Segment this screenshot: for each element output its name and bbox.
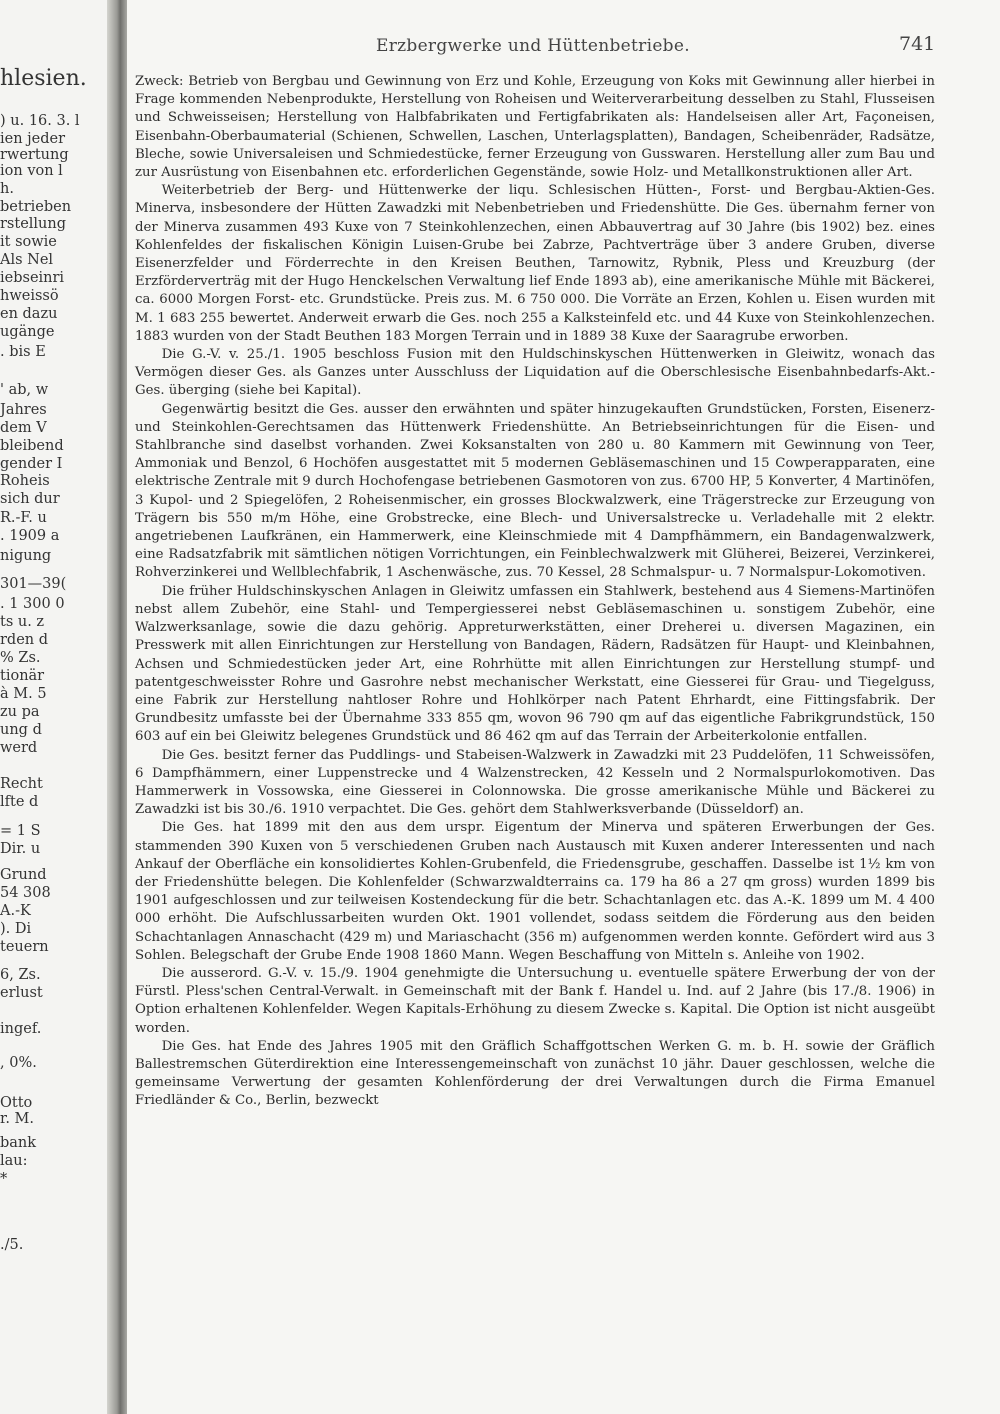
left-page-line: bleibend <box>0 438 64 454</box>
left-page-line: teuern <box>0 939 49 955</box>
paragraph-zweck: Zweck: Betrieb von Bergbau und Gewinnung von Erz und Kohle, Erzeugung von Koks mit Gewinnung aller hierbei in Frage kommenden Nebenprodukte, Herstellung von Roheisen und Weiterverarbeitung desselben zu Stahl, Flusseisen und Schweisseisen; Herstellung von Halbfabrikaten und Fertigfabrikaten als: Handelseisen aller Art, Façoneisen, Eisenbahn-Oberbaumaterial (Schienen, Schwellen, Laschen, Unterlagsplatten), Bandagen, Scheibenräder, Radsätze, Bleche, sowie Universaleisen und Schmiedestücke, ferner Erzeugung von Gusswaren. Herstellung aller zum Bau und zur Ausrüstung von Eisenbahnen etc. erforderlichen Gegenstände, sowie Holz- und Metallkonstruktionen aller Art. <box>135 74 935 181</box>
left-page-line: Recht <box>0 776 43 792</box>
left-page-line: Otto <box>0 1095 33 1111</box>
left-page-line: ' ab, w <box>0 382 49 398</box>
paragraph-option: Die ausserord. G.-V. v. 15./9. 1904 genehmigte die Untersuchung u. eventuelle spätere Erwerbung der von der Fürstl. Pless'schen Central-Verwalt. in Gemeinschaft mit der Bank f. Handel u. Ind. auf 2 Jahre (bis 17./8. 1906) in Option erhaltenen Kohlenfelder. Wegen Kapitals-Erhöhung zu diesem Zwecke s. Kapital. Die Option ist nicht ausgeübt worden. <box>135 965 935 1036</box>
left-page-line: Grund <box>0 867 47 883</box>
left-page-line: A.-K <box>0 903 31 919</box>
left-page-line: ien jeder <box>0 131 66 147</box>
left-page-line: 301—39( <box>0 576 67 592</box>
left-page-line: % Zs. <box>0 650 41 666</box>
left-page-line: ung d <box>0 722 42 738</box>
left-page-line: . bis E <box>0 344 46 360</box>
left-page-line: zu pa <box>0 704 40 720</box>
left-page-line: Roheis <box>0 473 50 489</box>
left-page-line: R.-F. u <box>0 510 47 526</box>
left-page-line: tionär <box>0 668 45 684</box>
left-page-line: en dazu <box>0 306 58 322</box>
paragraph-zawadzki: Die Ges. besitzt ferner das Puddlings- und Stabeisen-Walzwerk in Zawadzki mit 23 Puddelöfen, 11 Schweissöfen, 6 Dampfhämmern, einer Luppenstrecke und 4 Walzenstrecken, 42 Kesseln und 2 Normalspurlokomotiven. Das Hammerwerk in Vossowska, eine Giesserei in Colonnowska. Die grosse amerikanische Mühle und Bäckerei zu Zawadzki ist bis 30./6. 1910 verpachtet. Die Ges. gehört dem Stahlwerksverbande (Düsseldorf) an. <box>135 747 935 818</box>
left-page-fragment <box>0 0 119 1414</box>
running-head: Erzbergwerke und Hüttenbetriebe. <box>376 36 690 56</box>
left-page-line: sich dur <box>0 491 60 507</box>
left-page-line: ion von l <box>0 163 63 179</box>
left-page-line: hweissö <box>0 288 59 304</box>
paragraph-friedenshuette: Gegenwärtig besitzt die Ges. ausser den erwähnten und später hinzugekauften Grundstücken, Forsten, Eisenerz- und Steinkohlen-Gerechtsamen das Hüttenwerk Friedenshütte. An Betriebseinrichtungen für die Eisen- und Stahlbranche sind daselbst vorhanden. Zwei Koksanstalten von 280 u. 80 Kammern mit Gewinnung von Teer, Ammoniak und Benzol, 6 Hochöfen ausgestattet mit 5 modernen Gebläsemaschinen und 15 Cowperapparaten, eine elektrische Zentrale mit 9 durch Hochofengase betriebenen Gasmotoren von zus. 6700 HP, 5 Konverter, 4 Martinöfen, 3 Kupol- und 2 Spiegelöfen, 2 Roheisenmischer, ein grosses Blockwalzwerk, eine Trägerstrecke zur Erzeugung von Trägern bis 550 m/m Höhe, eine Grobstrecke, eine Blech- und Universalstrecke u. Verladehalle mit 2 elektr. angetriebenen Laufkränen, ein Hammerwerk, eine Kleinschmiede mit 4 Dampfhämmern, ein Bandagenwalzwerk, eine Radsatzfabrik mit sämtlichen nötigen Vorrichtungen, ein Feinblechwalzwerk mit Glüherei, Beizerei, Verzinkerei, Rohverzinkerei und Wellblechfabrik, 1 Aschenwäsche, zus. 70 Kessel, 28 Schmalspur- u. 7 Normalspur-Lokomotiven. <box>135 401 935 581</box>
left-page-line: betrieben <box>0 199 72 215</box>
left-page-line: it sowie <box>0 234 57 250</box>
left-page-line: nigung <box>0 548 52 564</box>
body-text <box>135 73 935 1111</box>
paragraph-weiterbetrieb: Weiterbetrieb der Berg- und Hüttenwerke der liqu. Schlesischen Hütten-, Forst- und Bergbau-Aktien-Ges. Minerva, insbesondere der Hütten Zawadzki mit Nebenbetrieben und Friedenshütte. Die Ges. übernahm ferner von der Minerva zusammen 493 Kuxe von 7 Steinkohlenzechen, einen Abbauvertrag auf 30 Jahre (bis 1902) bez. eines Kohlenfeldes der fiskalischen Königin Luisen-Grube bei Zabrze, Pachtverträge über 3 andere Gruben, diverse Eisenerzfelder und Förderrechte in den Kreisen Beuthen, Tarnowitz, Rybnik, Pless und Kreuzburg (der Erzförderverträg mit der Hugo Henckelschen Verwaltung lief Ende 1893 ab), eine amerikanische Mühle mit Bäckerei, ca. 6000 Morgen Forst- etc. Grundstücke. Preis zus. M. 6 750 000. Die Vorräte an Erzen, Kohlen u. Eisen wurden mit M. 1 683 255 bewertet. Anderweit erwarb die Ges. noch 255 a Kalksteinfeld etc. und 44 Kuxe von Steinkohlenzechen. 1883 wurden von der Stadt Beuthen 183 Morgen Terrain und in 1889 38 Kuxe der Saaragrube erworben. <box>135 183 935 344</box>
left-page-line: ). Di <box>0 921 32 937</box>
left-page-line: ingef. <box>0 1021 42 1037</box>
left-page-line: erlust <box>0 985 43 1001</box>
left-page-line: ./5. <box>0 1237 24 1253</box>
left-page-line: . 1909 a <box>0 528 60 544</box>
left-page-line: = 1 S <box>0 823 41 839</box>
right-page <box>127 0 1000 1414</box>
left-page-line: 6, Zs. <box>0 967 41 983</box>
left-page-line: 54 308 <box>0 885 51 901</box>
left-page-line: Jahres <box>0 402 47 418</box>
left-page-line: lau: <box>0 1153 28 1169</box>
left-page-line: ts u. z <box>0 614 45 630</box>
left-page-line: , 0%. <box>0 1055 37 1071</box>
paragraph-interessengemeinschaft: Die Ges. hat Ende des Jahres 1905 mit den Gräflich Schaffgottschen Werken G. m. b. H. sowie der Gräflich Ballestremschen Güterdirektion eine Interessengemeinschaft von zunächst 10 jähr. Dauer geschlossen, welche die gemeinsame Verwertung der gesamten Kohlenförderung der drei Verwaltungen durch die Firma Emanuel Friedländer & Co., Berlin, bezweckt <box>135 1038 935 1109</box>
left-page-line: ugänge <box>0 324 55 340</box>
paragraph-gleiwitz: Die früher Huldschinskyschen Anlagen in Gleiwitz umfassen ein Stahlwerk, bestehend aus 4 Siemens-Martinöfen nebst allem Zubehör, eine Stahl- und Tempergiesserei nebst Gebläsemaschinen u. sonstigem Zubehör, eine Walzwerksanlage, sowie die dazu gehörig. Appreturwerkstätten, einer Dreherei u. diversen Magazinen, ein Presswerk mit allen Einrichtungen zur Herstellung von Bandagen, Rädern, Radsätzen für Haupt- und Kleinbahnen, Achsen und Schmiedestücken jeder Art, eine Rohrhütte mit allen Einrichtungen zur Herstellung stumpf- und patentgeschweisster Rohre und Gasrohre nebst mechanischer Werkstatt, eine Giesserei für Grau- und Tiegelguss, eine Fabrik zur Herstellung nahtloser Rohre und Hohlkörper nach Patent Ehrhardt, eine Fittingsfabrik. Der Grundbesitz umfasste bei der Übernahme 333 855 qm, wovon 96 790 qm auf das eigentliche Fabrikgrundstück, 150 603 auf ein bei Gleiwitz belegenes Grundstück und 86 462 qm auf das Terrain der Arbeiterkolonie entfallen. <box>135 583 935 745</box>
paragraph-friedensgrube: Die Ges. hat 1899 mit den aus dem urspr. Eigentum der Minerva und späteren Erwerbungen der Ges. stammenden 390 Kuxen von 5 verschiedenen Gruben nach Austausch mit Kuxen anderer Interessenten und nach Ankauf der Oberfläche ein konsolidiertes Kohlen-Grubenfeld, die Friedensgrube, geschaffen. Dasselbe ist 1½ km von der Friedenshütte belegen. Die Kohlenfelder (Schwarzwaldterrains ca. 179 ha 86 a 27 qm gross) wurden 1899 bis 1901 aufgeschlossen und zur teilweisen Kostendeckung für die betr. Schachtanlagen etc. das A.-K. 1899 um M. 4 400 000 erhöht. Die Aufschlussarbeiten wurden Okt. 1901 vollendet, sodass seitdem die Förderung aus den beiden Schachtanlagen Annaschacht (429 m) und Mariaschacht (356 m) aufgenommen werden konnte. Gefördert wird aus 3 Sohlen. Belegschaft der Grube Ende 1908 1860 Mann. Wegen Beschaffung von Mitteln s. Anleihe von 1902. <box>135 820 935 963</box>
left-page-line: gender I <box>0 456 63 472</box>
left-page-line: bank <box>0 1135 37 1151</box>
left-page-line: * <box>0 1171 8 1187</box>
left-page-line: werd <box>0 740 38 756</box>
left-page-line: ) u. 16. 3. l <box>0 113 80 129</box>
left-page-line: à M. 5 <box>0 686 47 702</box>
paragraph-fusion: Die G.-V. v. 25./1. 1905 beschloss Fusion mit den Huldschinskyschen Hüttenwerken in Gleiwitz, wonach das Vermögen dieser Ges. als Ganzes unter Ausschluss der Liquidation auf die Oberschlesische Eisenbahnbedarfs-Akt.-Ges. überging (siehe bei Kapital). <box>135 347 935 399</box>
left-page-line: iebseinri <box>0 270 65 286</box>
left-page-line: r. M. <box>0 1111 35 1127</box>
left-page-line: rden d <box>0 632 49 648</box>
book-gutter <box>107 0 129 1414</box>
left-page-line: . 1 300 0 <box>0 596 65 612</box>
left-page-line: rstellung <box>0 216 67 232</box>
left-page-line: rwertung <box>0 147 69 163</box>
left-page-line: lfte d <box>0 794 39 810</box>
left-page-line: Dir. u <box>0 841 41 857</box>
left-page-line: dem V <box>0 420 47 436</box>
left-page-line: Als Nel <box>0 252 54 268</box>
left-page-line: h. <box>0 181 14 197</box>
left-page-line: hlesien. <box>0 66 87 91</box>
page-number: 741 <box>899 33 936 55</box>
